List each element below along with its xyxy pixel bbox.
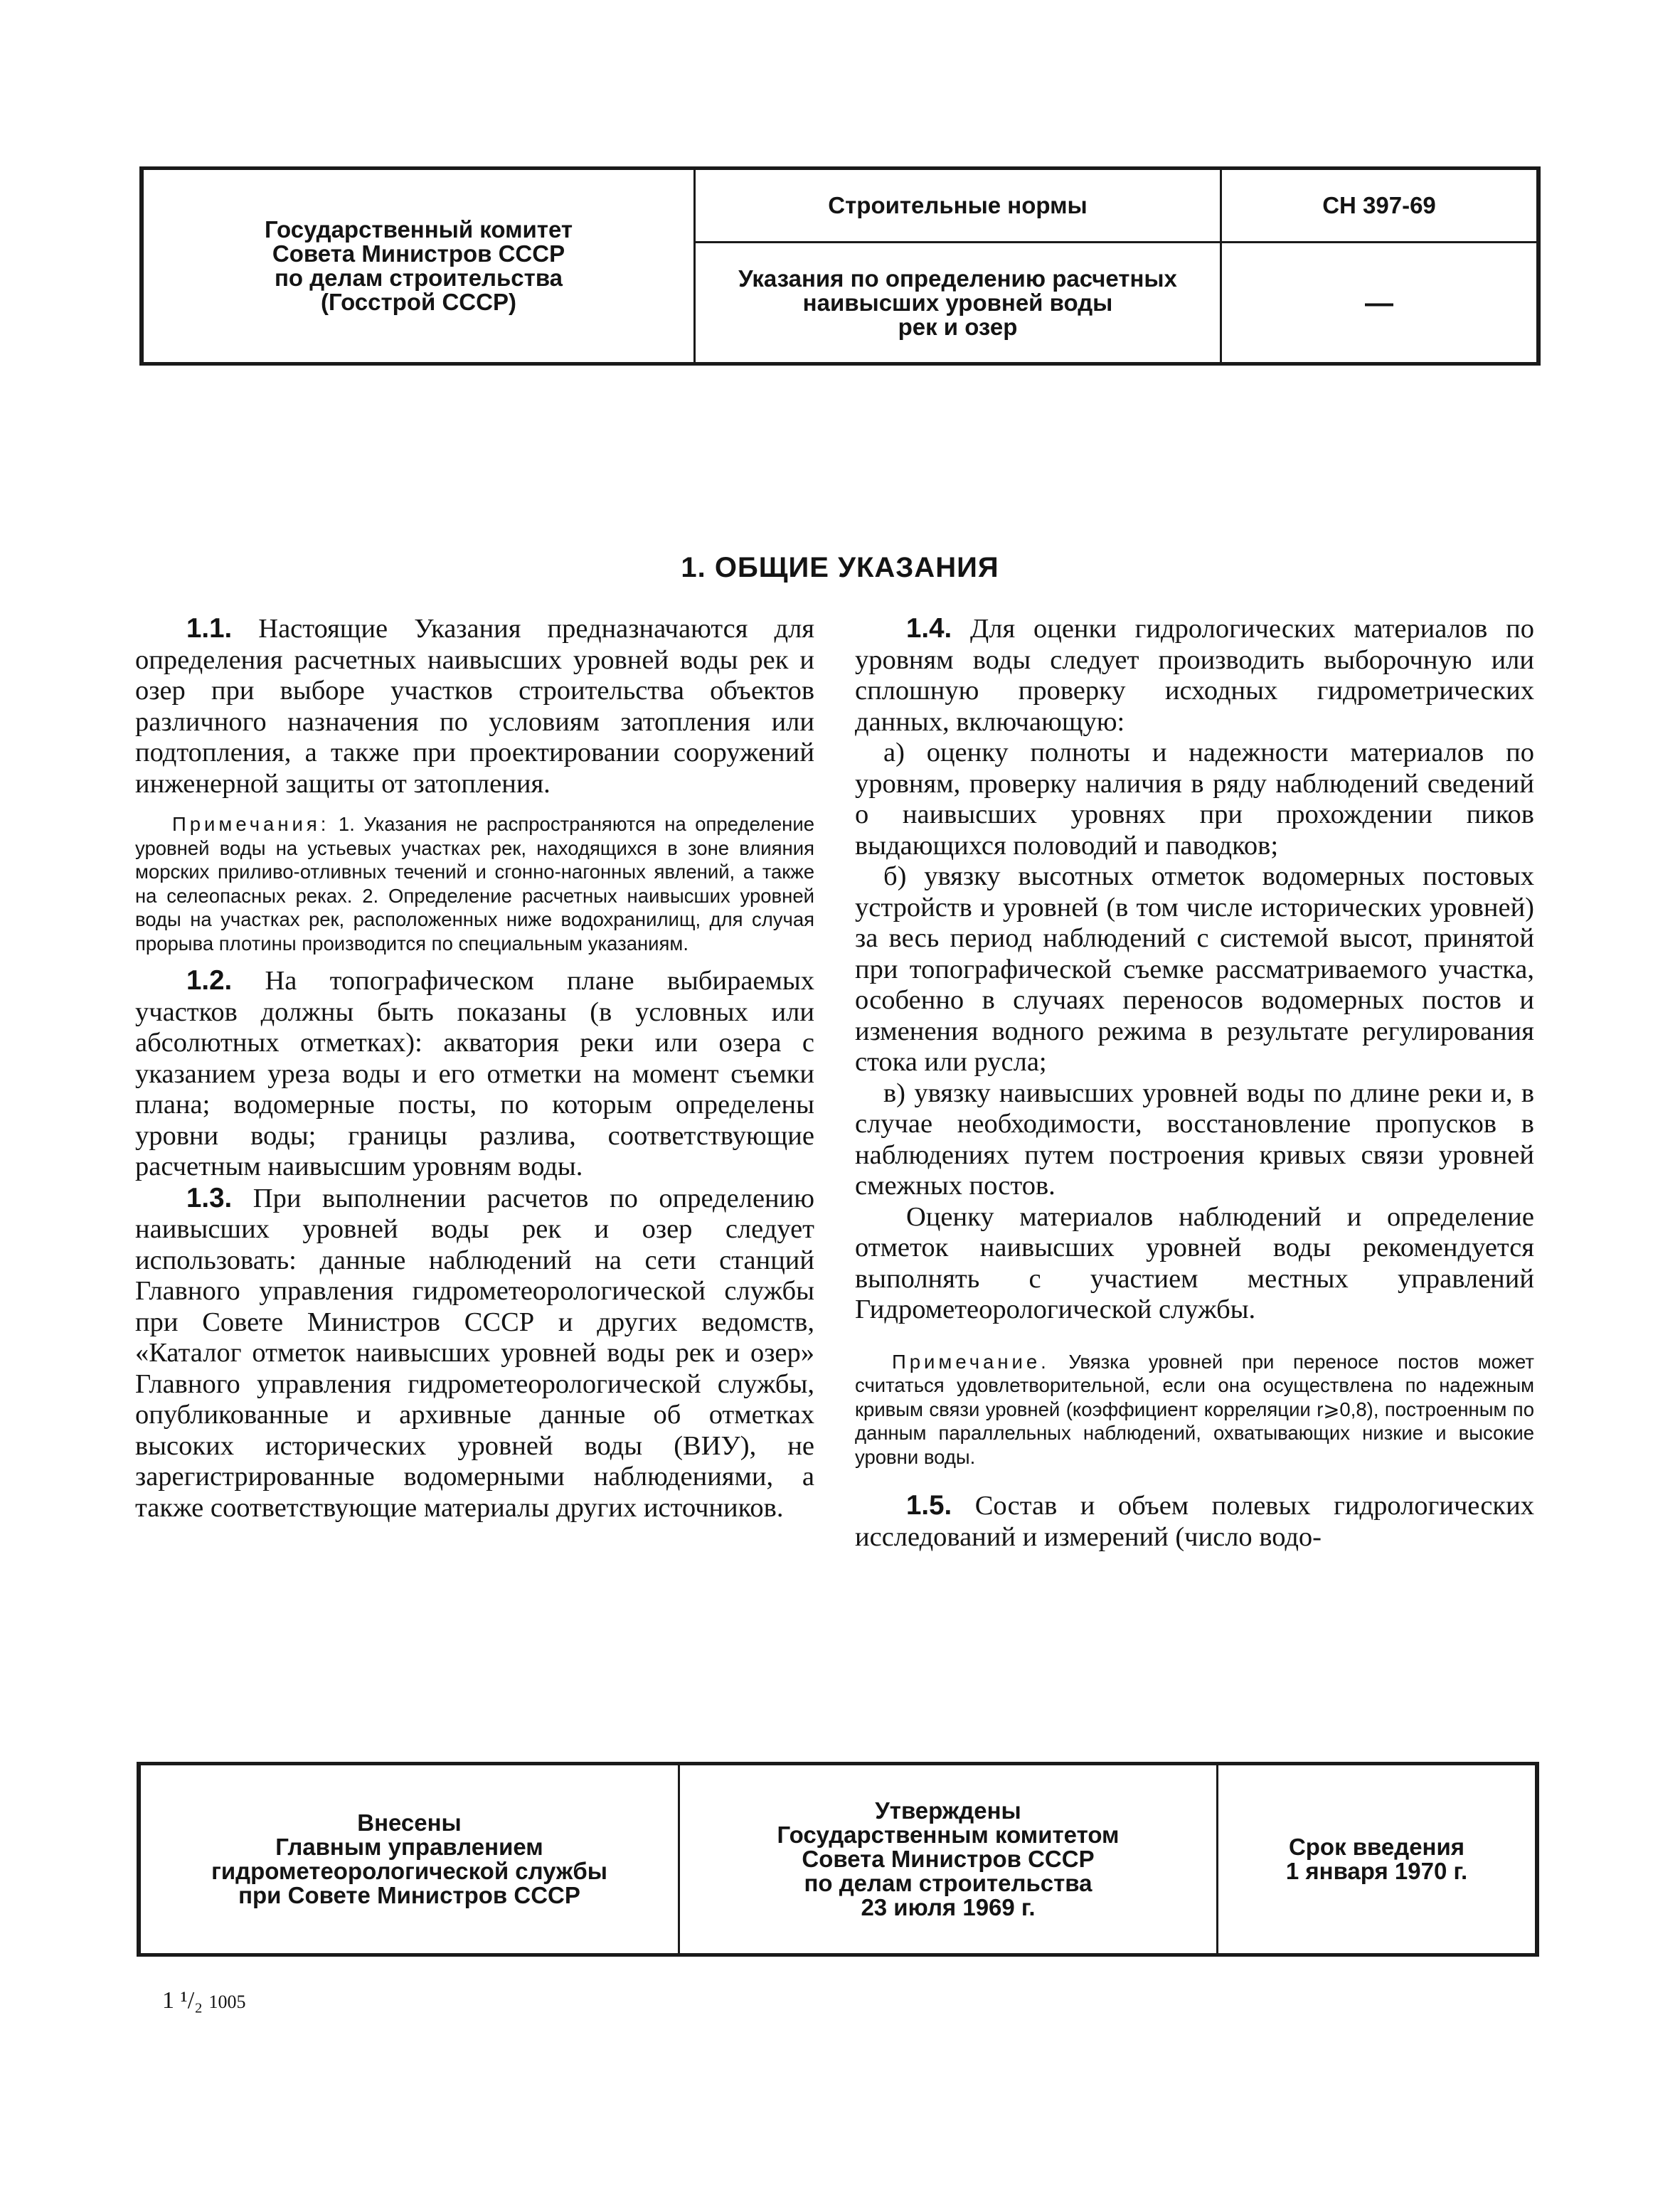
printer-signature	[162, 1987, 246, 2014]
paragraph-1-4	[855, 613, 1534, 738]
paragraph-1-2	[135, 965, 814, 1183]
print-code: 1005	[208, 1992, 246, 2012]
footer-submitted-by: Внесены Главным управлением гидрометеорологической службы при Совете Министров СССР	[141, 1765, 680, 1953]
paragraph-evaluation: Оценку материалов наблюдений и определение отметок наивысших уровней воды рекомендуется выполнять с участием местных управлений Гидрометеорологической службы.	[855, 1201, 1534, 1324]
paragraph-number: 1.1.	[186, 613, 233, 644]
header-table	[139, 166, 1541, 366]
header-replaces: —	[1365, 287, 1393, 319]
paragraph-number: 1.3.	[186, 1182, 233, 1213]
paragraph-text: При выполнении расчетов по определению наивысших уровней воды рек и озер следует использовать: данные наблюдений на сети станций Главного управления гидрометеорологической службы при Совете Министров СССР и других ведомств, «Каталог отметок наивысших уровней воды рек и озер» Главного управления гидрометеорологической службы, опубликованные и архивные данные об отметках высоких исторических уровней воды (ВИУ), не зарегистрированные водомерными наблюдениями, а также соответствующие материалы других источников.	[135, 1183, 815, 1523]
header-document-title: Указания по определению расчетных наивысших уровней воды рек и озер	[738, 265, 1177, 340]
header-document-type: Строительные нормы	[696, 170, 1220, 243]
list-item-b: б) увязку высотных отметок водомерных постовых устройств и уровней (в том числе исторических уровней) за весь период наблюдений с системой высот, принятой при топографической съемке рассматриваемого участка, особенно в случаях переносов водомерных постов и изменения водного режима в результате регулирования стока или русла;	[855, 861, 1534, 1077]
paragraph-text: Состав и объем полевых гидрологических исследований и измерений (число водо-	[855, 1491, 1534, 1552]
note-text: Увязка уровней при переносе постов может считаться удовлетворительной, если она осуществлена по надежным кривым связи уровней (коэффициент корреляции r⩾0,8), построенным по данным параллельных наблюдений, охватывающих низкие и высокие уровни воды.	[855, 1350, 1535, 1468]
footer-table	[137, 1762, 1539, 1957]
paragraph-number: 1.4.	[906, 613, 952, 644]
paragraph-1-1	[135, 613, 814, 799]
footer-approved-by: Утверждены Государственным комитетом Совета Министров СССР по делам строительства 23 июля 1969 г.	[680, 1765, 1218, 1953]
header-code-cell	[1222, 170, 1536, 362]
paragraph-text: На топографическом плане выбираемых участков должны быть показаны (в условных или абсолютных отметках): акватория реки или озера с указанием уреза воды и его отметки на момент съемки плана; водомерные посты, по которым определены уровни воды; границы разлива, соответствующие расчетным наивысшим уровням воды.	[135, 966, 815, 1181]
right-column	[855, 613, 1534, 1553]
header-document-cell	[696, 170, 1222, 362]
note-left	[135, 812, 814, 955]
paragraph-text: Настоящие Указания предназначаются для определения расчетных наивысших уровней воды рек и озер при выборе участков строительства объектов различного назначения по условиям затопления или подтопления, а также при проектировании сооружений инженерной защиты от затопления.	[135, 614, 814, 799]
sheet-number: 1 ¹/₂	[162, 1987, 203, 2014]
section-title: 1. ОБЩИЕ УКАЗАНИЯ	[681, 552, 999, 583]
list-item-a: а) оценку полноты и надежности материалов по уровням, проверку наличия в ряду наблюдений сведений о наивысших уровнях при прохождении пиков выдающихся половодий и паводков;	[855, 738, 1534, 861]
note-label: Примечания:	[172, 813, 330, 835]
paragraph-text: Для оценки гидрологических материалов по уровням воды следует производить выборочную или сплошную проверку исходных гидрометрических данных, включающую:	[855, 614, 1534, 737]
left-column	[135, 613, 814, 1524]
paragraph-number: 1.5.	[906, 1490, 952, 1521]
note-text: 1. Указания не распространяются на определение уровней воды на устьевых участках рек, находящихся в зоне влияния морских приливо-отливных течений и сгонно-нагонных явлений, а также на селеопасных реках. 2. Определение расчетных наивысших уровней воды на участках рек, расположенных ниже водохранилищ, для случая прорыва плотины производится по специальным указаниям.	[135, 813, 815, 955]
paragraph-1-5	[855, 1490, 1534, 1553]
footer-effective-date: Срок введения 1 января 1970 г.	[1285, 1834, 1468, 1884]
header-document-code: СН 397-69	[1222, 170, 1536, 243]
note-label: Примечание.	[892, 1350, 1050, 1373]
note-right	[855, 1350, 1534, 1469]
paragraph-1-3	[135, 1183, 814, 1524]
list-item-c: в) увязку наивысших уровней воды по длине реки и, в случае необходимости, восстановление пропусков в наблюдениях путем построения кривых связи уровней смежных постов.	[855, 1078, 1534, 1201]
header-organization: Государственный комитет Совета Министров СССР по делам строительства (Госстрой СССР)	[144, 170, 696, 362]
paragraph-number: 1.2.	[186, 965, 233, 996]
